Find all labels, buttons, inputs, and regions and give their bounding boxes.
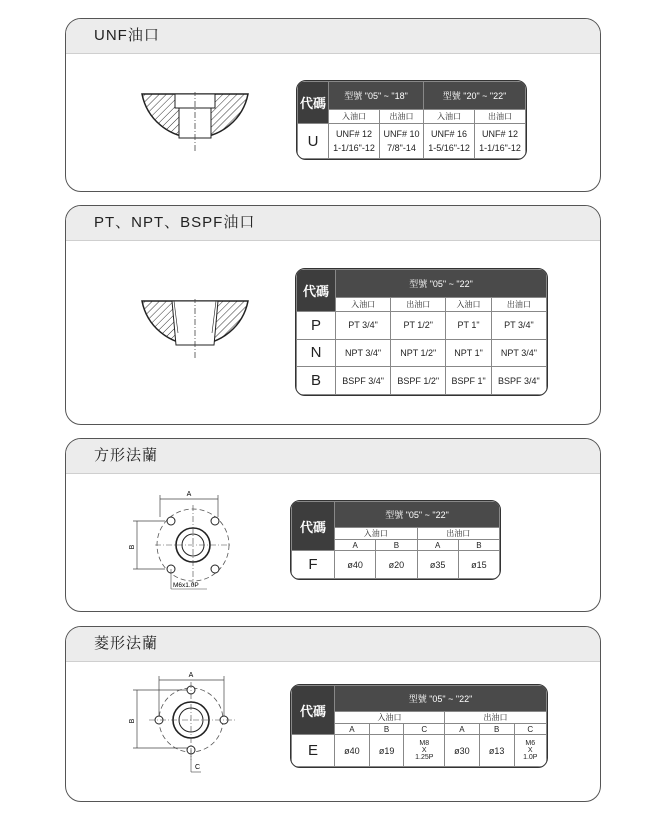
table-cell: NPT 3/4" — [491, 339, 546, 367]
thread-label: C — [195, 764, 201, 771]
table-cell: ø13 — [479, 735, 514, 767]
dimension-label-a: A — [188, 672, 194, 679]
pt-spec-table — [295, 268, 548, 396]
column-letter: B — [376, 540, 417, 551]
thread-label: M6x1.0P — [173, 582, 199, 589]
table-cell: ø30 — [445, 735, 480, 767]
table-cell: ø19 — [369, 735, 404, 767]
port-header: 出油口 — [379, 110, 423, 124]
column-letter: C — [404, 724, 445, 735]
dimension-label-a: A — [186, 491, 192, 498]
table-cell: BSPF 1" — [446, 367, 491, 395]
table-cell: PT 3/4" — [491, 312, 546, 340]
table-cell: ø35 — [417, 551, 458, 579]
diamond-flange-drawing — [125, 668, 240, 778]
table-cell: ø40 — [335, 551, 376, 579]
section-title: 方形法蘭 — [66, 439, 600, 474]
code-header: 代碼 — [297, 270, 336, 312]
code-header: 代碼 — [292, 686, 335, 735]
square-flange-drawing — [125, 485, 235, 595]
code-header: 代碼 — [292, 502, 335, 551]
table-cell: UNF# 12 1-1/16"-12 — [329, 124, 380, 159]
unf-port-cross-section — [140, 92, 250, 154]
row-code: P — [297, 312, 336, 340]
table-cell: M6 X 1.0P — [514, 735, 546, 767]
port-header: 入油口 — [335, 712, 445, 724]
pt-port-cross-section — [140, 299, 250, 361]
table-cell: PT 1/2" — [391, 312, 446, 340]
table-cell: PT 3/4" — [336, 312, 391, 340]
column-letter: C — [514, 724, 546, 735]
table-cell: NPT 3/4" — [336, 339, 391, 367]
table-cell: UNF# 16 1-5/16"-12 — [424, 124, 475, 159]
port-header: 入油口 — [329, 110, 380, 124]
port-header: 出油口 — [417, 528, 500, 540]
column-letter: B — [479, 724, 514, 735]
port-header: 入油口 — [424, 110, 475, 124]
table-cell: BSPF 3/4" — [336, 367, 391, 395]
port-header: 入油口 — [336, 298, 391, 312]
table-cell: BSPF 1/2" — [391, 367, 446, 395]
port-header: 出油口 — [391, 298, 446, 312]
column-letter: B — [369, 724, 404, 735]
section-title: UNF油口 — [66, 19, 600, 54]
table-cell: PT 1" — [446, 312, 491, 340]
row-code: B — [297, 367, 336, 395]
column-letter: A — [445, 724, 480, 735]
port-header: 出油口 — [491, 298, 546, 312]
column-letter: B — [458, 540, 499, 551]
column-letter: A — [335, 540, 376, 551]
table-cell: M8 X 1.25P — [404, 735, 445, 767]
port-header: 入油口 — [446, 298, 491, 312]
table-cell: ø40 — [335, 735, 370, 767]
port-header: 出油口 — [475, 110, 526, 124]
port-header: 出油口 — [445, 712, 547, 724]
column-letter: A — [335, 724, 370, 735]
row-code: E — [292, 735, 335, 767]
dimension-label-b: B — [129, 544, 136, 550]
group-header: 型號 "05" ~ "22" — [335, 686, 547, 712]
table-cell: ø20 — [376, 551, 417, 579]
group-header: 型號 "20" ~ "22" — [424, 82, 526, 110]
table-cell: UNF# 12 1-1/16"-12 — [475, 124, 526, 159]
section-title: PT、NPT、BSPF油口 — [66, 206, 600, 241]
column-letter: A — [417, 540, 458, 551]
group-header: 型號 "05" ~ "22" — [336, 270, 547, 298]
table-cell: UNF# 10 7/8"-14 — [379, 124, 423, 159]
row-code: N — [297, 339, 336, 367]
section-title: 菱形法蘭 — [66, 627, 600, 662]
group-header: 型號 "05" ~ "18" — [329, 82, 424, 110]
square-flange-spec-table — [290, 500, 501, 580]
code-header: 代碼 — [298, 82, 329, 124]
dimension-label-b: B — [129, 718, 136, 724]
table-cell: NPT 1/2" — [391, 339, 446, 367]
row-code: U — [298, 124, 329, 159]
table-cell: ø15 — [458, 551, 499, 579]
table-cell: BSPF 3/4" — [491, 367, 546, 395]
row-code: F — [292, 551, 335, 579]
port-header: 入油口 — [335, 528, 418, 540]
group-header: 型號 "05" ~ "22" — [335, 502, 500, 528]
table-cell: NPT 1" — [446, 339, 491, 367]
unf-spec-table — [296, 80, 527, 160]
diamond-flange-spec-table — [290, 684, 548, 768]
